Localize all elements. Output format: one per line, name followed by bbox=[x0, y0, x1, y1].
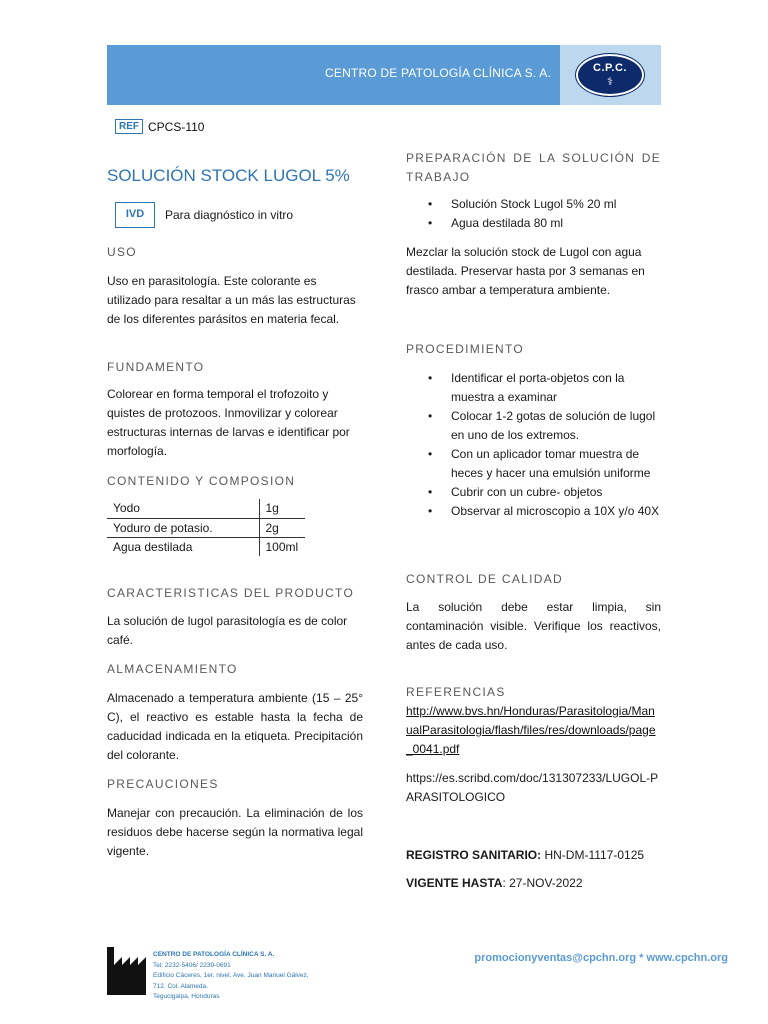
table-cell: Agua destilada bbox=[107, 537, 259, 556]
table-row bbox=[107, 518, 305, 537]
list-item: • Identificar el porta-objetos con la muestra a examinar bbox=[406, 369, 661, 407]
uso-heading: USO bbox=[107, 245, 137, 259]
caduceus-icon: ⚕ bbox=[607, 76, 613, 88]
logo-text: C.P.C. bbox=[593, 62, 627, 74]
procedimiento-list bbox=[406, 369, 661, 521]
table-cell: 1g bbox=[259, 499, 305, 518]
ref-row bbox=[115, 119, 204, 134]
contenido-heading: CONTENIDO Y COMPOSION bbox=[107, 474, 296, 488]
fundamento-text: Colorear en forma temporal el trofozoito y quistes de protozoos. Inmovilizar y colorear estructuras internas de larvas e identificar por morfología. bbox=[107, 387, 350, 458]
precauciones-heading: PRECAUCIONES bbox=[107, 777, 219, 791]
product-title: SOLUCIÓN STOCK LUGOL 5% bbox=[107, 166, 350, 185]
registro-label: REGISTRO SANITARIO: bbox=[406, 848, 542, 862]
vigente-label: VIGENTE HASTA bbox=[406, 876, 503, 890]
registro-value: HN-DM-1117-0125 bbox=[541, 848, 645, 862]
vigente-value: : 27-NOV-2022 bbox=[502, 876, 583, 890]
almacenamiento-text: Almacenado a temperatura ambiente (15 – 25° C), el reactivo es estable hasta la fecha de caducidad indicada en la etiqueta. Precipitación del colorante. bbox=[107, 691, 363, 762]
footer-company-info bbox=[153, 950, 309, 1003]
control-heading: CONTROL DE CALIDAD bbox=[406, 572, 563, 586]
ref-badge: REF bbox=[115, 119, 143, 134]
list-item: • Cubrir con un cubre- objetos bbox=[406, 483, 661, 502]
manufacturer-icon bbox=[107, 947, 149, 995]
ivd-text: Para diagnóstico in vitro bbox=[165, 208, 294, 222]
footer-company-name: CENTRO DE PATOLOGÍA CLÍNICA S. A. bbox=[153, 951, 275, 958]
registro-sanitario bbox=[406, 846, 644, 865]
list-item: • Agua destilada 80 ml bbox=[406, 214, 661, 233]
table-cell: 100ml bbox=[265, 539, 299, 554]
company-name: CENTRO DE PATOLOGÍA CLÍNICA S. A. bbox=[325, 66, 551, 80]
fundamento-heading: FUNDAMENTO bbox=[107, 360, 205, 374]
caracteristicas-text: La solución de lugol parasitología es de color café. bbox=[107, 614, 348, 647]
referencias-heading: REFERENCIAS bbox=[406, 685, 506, 699]
cpc-logo bbox=[576, 54, 644, 96]
footer-city: Tegucigalpa, Honduras bbox=[153, 993, 220, 1000]
table-cell: Yodo bbox=[107, 499, 259, 518]
list-item: • Observar al microscopio a 10X y/o 40X bbox=[406, 502, 661, 521]
vigente-hasta bbox=[406, 874, 583, 893]
ivd-row bbox=[115, 202, 293, 228]
list-item: • Con un aplicador tomar muestra de heces y hacer una emulsión uniforme bbox=[406, 445, 661, 483]
ref-code: CPCS-110 bbox=[148, 119, 205, 134]
table-cell: 2g bbox=[259, 518, 305, 537]
preparacion-heading: PREPARACIÓN DE LA SOLUCIÓN DE TRABAJO bbox=[406, 151, 661, 184]
procedimiento-heading: PROCEDIMIENTO bbox=[406, 342, 525, 356]
logo-box bbox=[560, 45, 661, 105]
preparacion-text: Mezclar la solución stock de Lugol con agua destilada. Preservar hasta por 3 semanas en frasco ambar a temperatura ambiente. bbox=[406, 245, 645, 297]
preparacion-list bbox=[406, 195, 661, 233]
control-text: La solución debe estar limpia, sin contaminación visible. Verifique los reactivos, antes de cada uso. bbox=[406, 600, 661, 652]
almacenamiento-heading: ALMACENAMIENTO bbox=[107, 662, 238, 676]
ivd-badge: IVD bbox=[115, 202, 155, 228]
header-bar bbox=[107, 45, 661, 105]
reference-link-bvs[interactable]: http://www.bvs.hn/Honduras/Parasitologia/ManualParasitologia/flash/files/res/downloads/page_0041.pdf bbox=[406, 704, 656, 756]
table-row bbox=[107, 537, 305, 556]
footer-contact[interactable]: promocionyventas@cpchn.org * www.cpchn.org bbox=[474, 952, 728, 964]
footer-address-1: Edificio Cáceres, 1er. nivel. Ave. Juan Manuel Gálvez, bbox=[153, 972, 309, 979]
footer-phone: Tel: 2232-5406/ 2239-0691 bbox=[153, 961, 231, 969]
list-item: • Colocar 1-2 gotas de solución de lugol en uno de los extremos. bbox=[406, 407, 661, 445]
footer-address-2: 712. Col. Alameda. bbox=[153, 982, 208, 990]
composition-table bbox=[107, 499, 305, 556]
table-cell: Yoduro de potasio. bbox=[107, 518, 259, 537]
table-row bbox=[107, 499, 305, 518]
reference-scribd: https://es.scribd.com/doc/131307233/LUGOL-PARASITOLOGICO bbox=[406, 771, 659, 804]
caracteristicas-heading: CARACTERISTICAS DEL PRODUCTO bbox=[107, 586, 355, 600]
list-item: • Solución Stock Lugol 5% 20 ml bbox=[406, 195, 661, 214]
precauciones-text: Manejar con precaución. La eliminación de los residuos debe hacerse según la normativa legal vigente. bbox=[107, 806, 363, 858]
uso-text: Uso en parasitología. Este colorante es utilizado para resaltar a un más las estructuras de los diferentes parásitos en materia fecal. bbox=[107, 274, 356, 326]
